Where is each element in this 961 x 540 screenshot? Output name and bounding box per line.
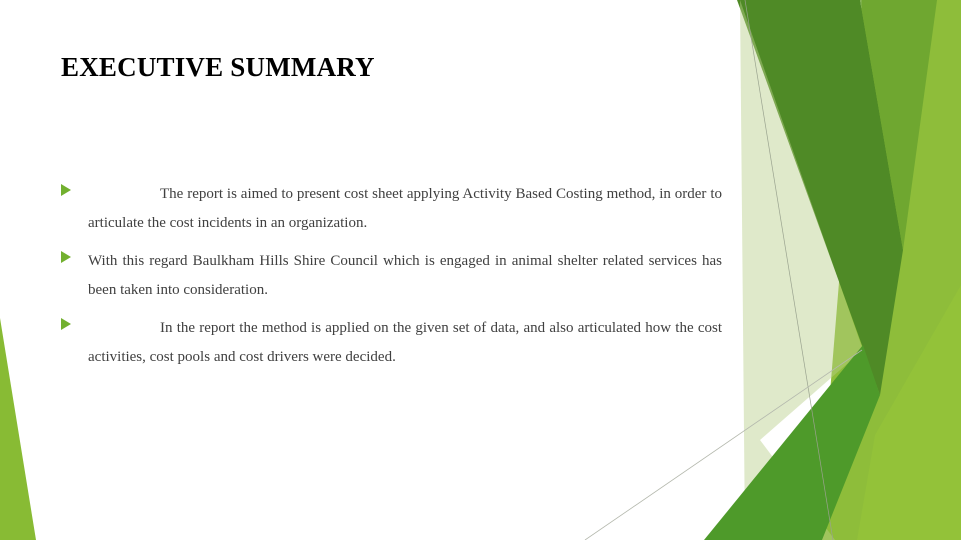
bullet-list [61, 180, 722, 381]
left-green-sliver [0, 318, 36, 540]
triangle-bullet-icon [61, 251, 71, 263]
triangle-bullet-icon [61, 184, 71, 196]
page-title: EXECUTIVE SUMMARY [61, 52, 375, 82]
list-item [61, 180, 722, 237]
list-item [61, 247, 722, 304]
triangle-bullet-icon [61, 318, 71, 330]
list-item [61, 314, 722, 371]
bullet-text: With this regard Baulkham Hills Shire Council which is engaged in animal shelter related services has been taken into consideration. [88, 253, 722, 298]
bullet-text: In the report the method is applied on the given set of data, and also articulated how the cost activities, cost pools and cost drivers were decided. [88, 320, 722, 365]
bullet-text: The report is aimed to present cost sheet applying Activity Based Costing method, in order to articulate the cost incidents in an organization. [88, 186, 722, 231]
